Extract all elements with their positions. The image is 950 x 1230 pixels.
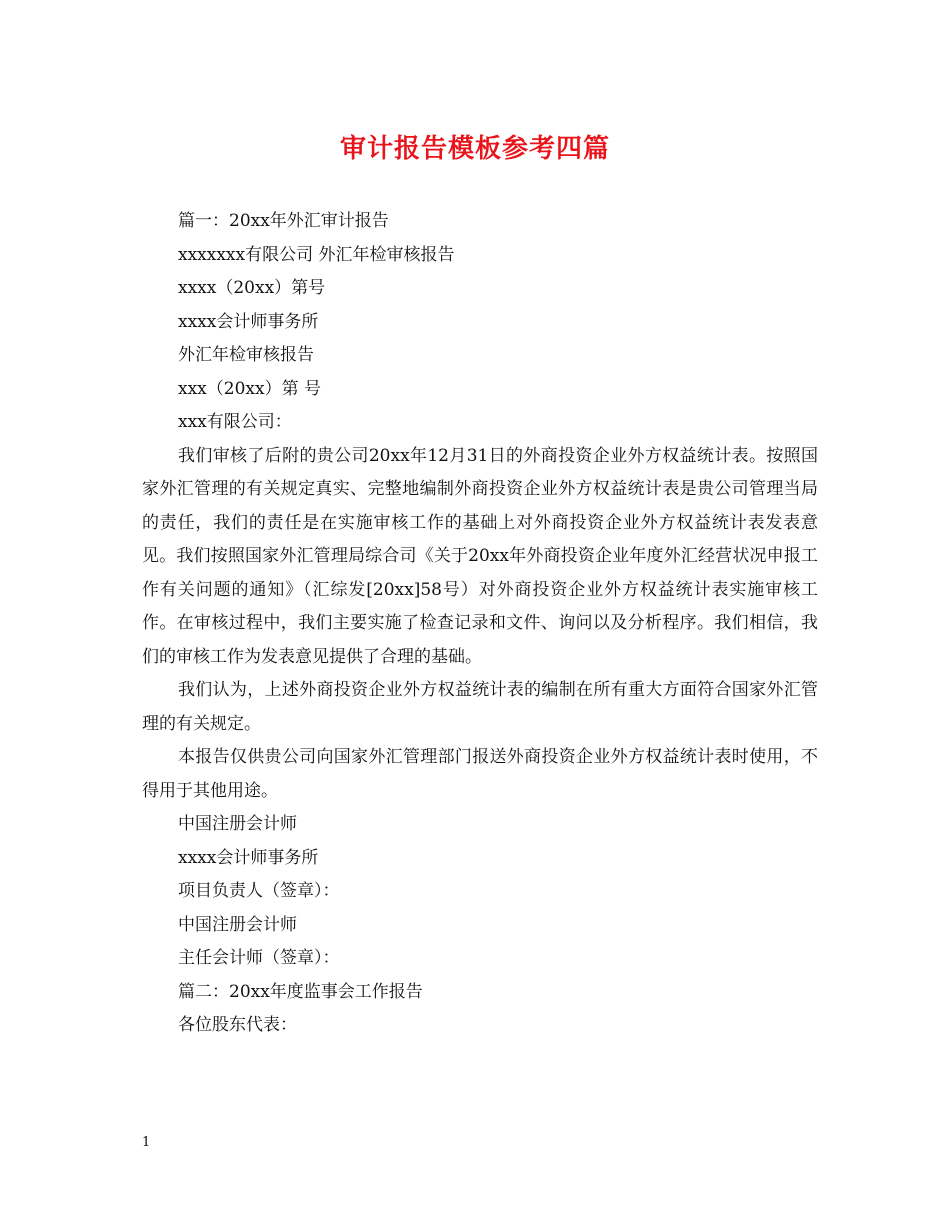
signature-cpa-line: 中国注册会计师 bbox=[178, 814, 297, 834]
report-number-line: xxxx（20xx）第号 bbox=[178, 278, 326, 298]
report-company-line: xxxxxxx有限公司 外汇年检审核报告 bbox=[178, 244, 455, 265]
greeting-line: 各位股东代表： bbox=[178, 1015, 297, 1035]
signature-cpa-line-2: 中国注册会计师 bbox=[178, 914, 297, 935]
signature-firm-line: xxxx会计师事务所 bbox=[178, 847, 319, 868]
chief-accountant-signature-line: 主任会计师（签章）： bbox=[178, 948, 340, 968]
project-lead-signature-line: 项目负责人（签章）： bbox=[178, 881, 340, 901]
section-heading-2: 篇二：20xx年度监事会工作报告 bbox=[178, 981, 423, 1002]
document-body bbox=[142, 205, 818, 1043]
document-title: 审计报告模板参考四篇 bbox=[339, 134, 610, 164]
usage-restriction-paragraph: 本报告仅供贵公司向国家外汇管理部门报送外商投资企业外方权益统计表时使用，不得用于其他用途。 bbox=[142, 747, 818, 801]
report-subtitle-line: 外汇年检审核报告 bbox=[178, 345, 314, 365]
page-number: 1 bbox=[142, 1135, 151, 1150]
audit-firm-line: xxxx会计师事务所 bbox=[178, 311, 319, 332]
report-number-line-2: xxx（20xx）第 号 bbox=[178, 378, 321, 399]
addressee-line: xxx有限公司： bbox=[178, 412, 292, 432]
audit-opinion-paragraph: 我们认为，上述外商投资企业外方权益统计表的编制在所有重大方面符合国家外汇管理的有关规定。 bbox=[142, 680, 818, 734]
section-heading-1: 篇一：20xx年外汇审计报告 bbox=[178, 211, 389, 231]
audit-scope-paragraph: 我们审核了后附的贵公司20xx年12月31日的外商投资企业外方权益统计表。按照国家外汇管理的有关规定真实、完整地编制外商投资企业外方权益统计表是贵公司管理当局的责任，我们的责任是在实施审核工作的基础上对外商投资企业外方权益统计表发表意见。我们按照国家外汇管理局综合司《关于20xx年外商投资企业年度外汇经营状况申报工作有关问题的通知》（汇综发[20xx]58号）对外商投资企业外方权益统计表实施审核工作。在审核过程中，我们主要实施了检查记录和文件、询问以及分析程序。我们相信，我们的审核工作为发表意见提供了合理的基础。 bbox=[142, 445, 818, 667]
